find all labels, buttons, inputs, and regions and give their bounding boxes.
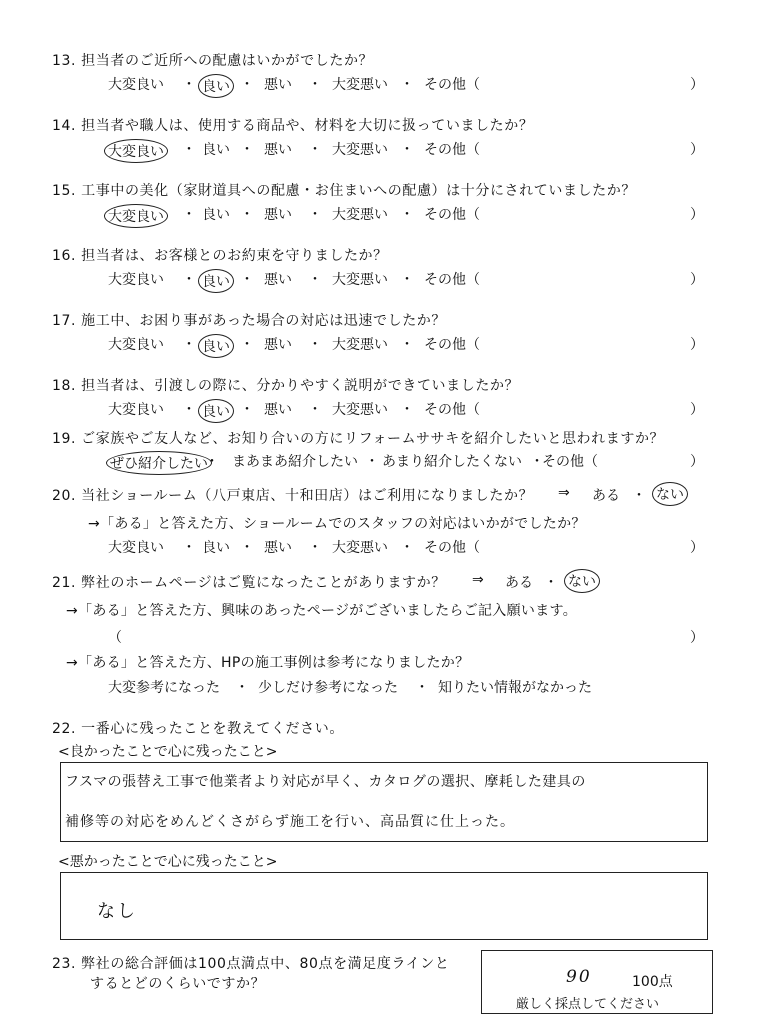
option-4[interactable]: その他（ xyxy=(424,142,480,158)
options-16 xyxy=(0,269,768,291)
options-20 xyxy=(0,537,768,559)
handwritten-score: 90 xyxy=(566,967,592,987)
question-text: 担当者や職人は、使用する商品や、材料を大切に扱っていましたか？ xyxy=(81,118,534,134)
option-0[interactable]: 大変良い xyxy=(108,337,164,353)
question-number: 19. xyxy=(52,431,77,447)
option-0-circled[interactable]: 大変良い xyxy=(104,139,168,163)
good-answer-line-1: フスマの張替え工事で他業者より対応が早く、カタログの選択、摩耗した建具の xyxy=(65,774,586,790)
arrow-icon: ⇒ xyxy=(472,572,484,588)
question-number: 14. xyxy=(52,118,77,134)
dot: ・ xyxy=(365,454,379,470)
score-box[interactable] xyxy=(481,950,713,1014)
option-very-good[interactable]: 大変良い xyxy=(108,540,164,556)
option-2[interactable]: 悪い xyxy=(264,402,292,418)
options-19 xyxy=(0,451,768,473)
option-0[interactable]: 大変良い xyxy=(108,272,164,288)
option-3[interactable]: 大変悪い xyxy=(332,207,388,223)
dot: ・ xyxy=(308,207,322,223)
option-little-helpful[interactable]: 少しだけ参考になった xyxy=(258,680,398,696)
option-amari[interactable]: あまり紹介したくない xyxy=(382,454,522,470)
question-number: 13. xyxy=(52,53,77,69)
good-answer-box[interactable] xyxy=(60,762,708,842)
question-21 xyxy=(52,572,446,592)
dot: ・ xyxy=(308,77,322,93)
dot: ・ xyxy=(240,272,254,288)
strict-note: 厳しく採点してください xyxy=(516,997,660,1012)
paren-close: ） xyxy=(690,272,704,288)
question-number: 23. xyxy=(52,956,77,972)
question-18 xyxy=(52,375,519,395)
question-16 xyxy=(52,245,388,265)
option-3[interactable]: 大変悪い xyxy=(332,77,388,93)
question-number: 22. xyxy=(52,721,77,737)
options-13 xyxy=(0,74,768,96)
question-text: 当社ショールーム（八戸東店、十和田店）はご利用になりましたか？ xyxy=(81,488,534,504)
option-4[interactable]: その他（ xyxy=(424,207,480,223)
paren-close: ） xyxy=(690,77,704,93)
option-very-bad[interactable]: 大変悪い xyxy=(332,540,388,556)
option-good[interactable]: 良い xyxy=(202,540,230,556)
dot: ・ xyxy=(182,540,196,556)
dot: ・ xyxy=(400,337,414,353)
option-maamaa[interactable]: まあまあ紹介したい xyxy=(232,454,358,470)
answer-no-circled[interactable]: ない xyxy=(564,569,600,593)
question-19 xyxy=(52,428,664,448)
option-other[interactable]: その他（ xyxy=(424,540,480,556)
dot: ・ xyxy=(240,142,254,158)
option-2[interactable]: 悪い xyxy=(264,272,292,288)
paren-close: ） xyxy=(690,207,704,223)
question-22 xyxy=(52,718,344,738)
dot: ・ xyxy=(530,454,544,470)
option-very-helpful[interactable]: 大変参考になった xyxy=(108,680,220,696)
question-17 xyxy=(52,310,446,330)
followup-text: →「ある」と答えた方、興味のあったページがございましたらご記入願います。 xyxy=(66,603,577,619)
question-text: 担当者は、お客様とのお約束を守りましたか？ xyxy=(81,248,388,264)
option-4[interactable]: その他（ xyxy=(424,272,480,288)
paren-open: （ xyxy=(108,630,122,646)
paren-close: ） xyxy=(690,142,704,158)
question-text: 担当者は、引渡しの際に、分かりやすく説明ができていましたか？ xyxy=(81,378,520,394)
option-3[interactable]: 大変悪い xyxy=(332,337,388,353)
option-2[interactable]: 悪い xyxy=(264,207,292,223)
paren-close: ） xyxy=(690,402,704,418)
answer-no-circled[interactable]: ない xyxy=(652,482,688,506)
question-15 xyxy=(52,180,636,200)
option-bad[interactable]: 悪い xyxy=(264,540,292,556)
question-text: 一番心に残ったことを教えてください。 xyxy=(81,721,344,737)
paren-close: ） xyxy=(690,630,704,646)
paren-close: ） xyxy=(690,337,704,353)
option-4[interactable]: その他（ xyxy=(424,337,480,353)
option-other[interactable]: その他（ xyxy=(542,454,598,470)
points-label: 100点 xyxy=(632,974,673,990)
question-text: 弊社のホームページはご覧になったことがありますか？ xyxy=(81,575,446,591)
question-number: 21. xyxy=(52,575,77,591)
option-1-circled[interactable]: 良い xyxy=(198,74,234,98)
question-14 xyxy=(52,115,533,135)
paren-close: ） xyxy=(690,540,704,556)
dot: ・ xyxy=(240,337,254,353)
dot: ・ xyxy=(182,272,196,288)
option-0[interactable]: 大変良い xyxy=(108,77,164,93)
bad-answer-box[interactable] xyxy=(60,872,708,940)
dot: ・ xyxy=(240,77,254,93)
followup-text: →「ある」と答えた方、HPの施工事例は参考になりましたか？ xyxy=(66,655,470,671)
followup-text: →「ある」と答えた方、ショールームでのスタッフの対応はいかがでしたか？ xyxy=(88,516,586,532)
question-text: ご家族やご友人など、お知り合いの方にリフォームササキを紹介したいと思われますか？ xyxy=(81,431,665,447)
dot: ・ xyxy=(632,488,646,504)
dot: ・ xyxy=(400,540,414,556)
option-1[interactable]: 良い xyxy=(202,207,230,223)
question-text-2: するとどのくらいですか？ xyxy=(90,976,266,992)
bad-answer: なし xyxy=(97,901,137,922)
answer-yes[interactable]: ある xyxy=(592,488,620,504)
dot: ・ xyxy=(544,575,558,591)
question-number: 17. xyxy=(52,313,77,329)
answer-yes[interactable]: ある xyxy=(505,575,533,591)
option-4[interactable]: その他（ xyxy=(424,402,480,418)
options-18 xyxy=(0,399,768,421)
dot: ・ xyxy=(240,540,254,556)
dot: ・ xyxy=(182,77,196,93)
dot: ・ xyxy=(182,337,196,353)
dot: ・ xyxy=(240,207,254,223)
dot: ・ xyxy=(400,142,414,158)
option-1-circled[interactable]: 良い xyxy=(198,334,234,358)
question-text: 担当者のご近所への配慮はいかがでしたか？ xyxy=(81,53,374,69)
options-14 xyxy=(0,139,768,161)
question-number: 18. xyxy=(52,378,77,394)
option-1-circled[interactable]: 良い xyxy=(198,399,234,423)
dot: ・ xyxy=(400,207,414,223)
option-3[interactable]: 大変悪い xyxy=(332,272,388,288)
dot: ・ xyxy=(235,680,249,696)
dot: ・ xyxy=(240,402,254,418)
dot: ・ xyxy=(182,142,196,158)
options-15 xyxy=(0,204,768,226)
dot: ・ xyxy=(400,402,414,418)
option-1[interactable]: 良い xyxy=(202,142,230,158)
dot: ・ xyxy=(400,272,414,288)
good-section-label: <良かったことで心に残ったこと> xyxy=(58,744,278,760)
question-text: 施工中、お困り事があった場合の対応は迅速でしたか？ xyxy=(81,313,446,329)
question-number: 16. xyxy=(52,248,77,264)
option-zehi-circled[interactable]: ぜひ紹介したい xyxy=(106,451,212,475)
option-2[interactable]: 悪い xyxy=(264,142,292,158)
options-17 xyxy=(0,334,768,356)
dot: ・ xyxy=(400,77,414,93)
option-2[interactable]: 悪い xyxy=(264,337,292,353)
question-number: 20. xyxy=(52,488,77,504)
option-0[interactable]: 大変良い xyxy=(108,402,164,418)
dot: ・ xyxy=(308,272,322,288)
dot: ・ xyxy=(415,680,429,696)
question-text-1: 弊社の総合評価は100点満点中、80点を満足度ラインと xyxy=(81,956,450,972)
question-number: 15. xyxy=(52,183,77,199)
good-answer-line-2: 補修等の対応をめんどくさがらず施工を行い、高品質に仕上った。 xyxy=(65,814,515,830)
dot: ・ xyxy=(308,402,322,418)
option-1-circled[interactable]: 良い xyxy=(198,269,234,293)
dot: ・ xyxy=(182,402,196,418)
dot: ・ xyxy=(308,142,322,158)
question-13 xyxy=(52,50,373,70)
dot: ・ xyxy=(205,454,219,470)
option-0-circled[interactable]: 大変良い xyxy=(104,204,168,228)
question-23 xyxy=(52,953,449,973)
option-2[interactable]: 悪い xyxy=(264,77,292,93)
options-21 xyxy=(0,677,768,699)
dot: ・ xyxy=(308,337,322,353)
option-4[interactable]: その他（ xyxy=(424,77,480,93)
bad-section-label: <悪かったことで心に残ったこと> xyxy=(58,854,278,870)
question-text: 工事中の美化（家財道具への配慮・お住まいへの配慮）は十分にされていましたか？ xyxy=(81,183,636,199)
option-3[interactable]: 大変悪い xyxy=(332,142,388,158)
paren-close: ） xyxy=(690,454,704,470)
question-20 xyxy=(52,485,533,505)
option-3[interactable]: 大変悪い xyxy=(332,402,388,418)
dot: ・ xyxy=(182,207,196,223)
dot: ・ xyxy=(308,540,322,556)
option-not-helpful[interactable]: 知りたい情報がなかった xyxy=(438,680,592,696)
arrow-icon: ⇒ xyxy=(558,485,570,501)
